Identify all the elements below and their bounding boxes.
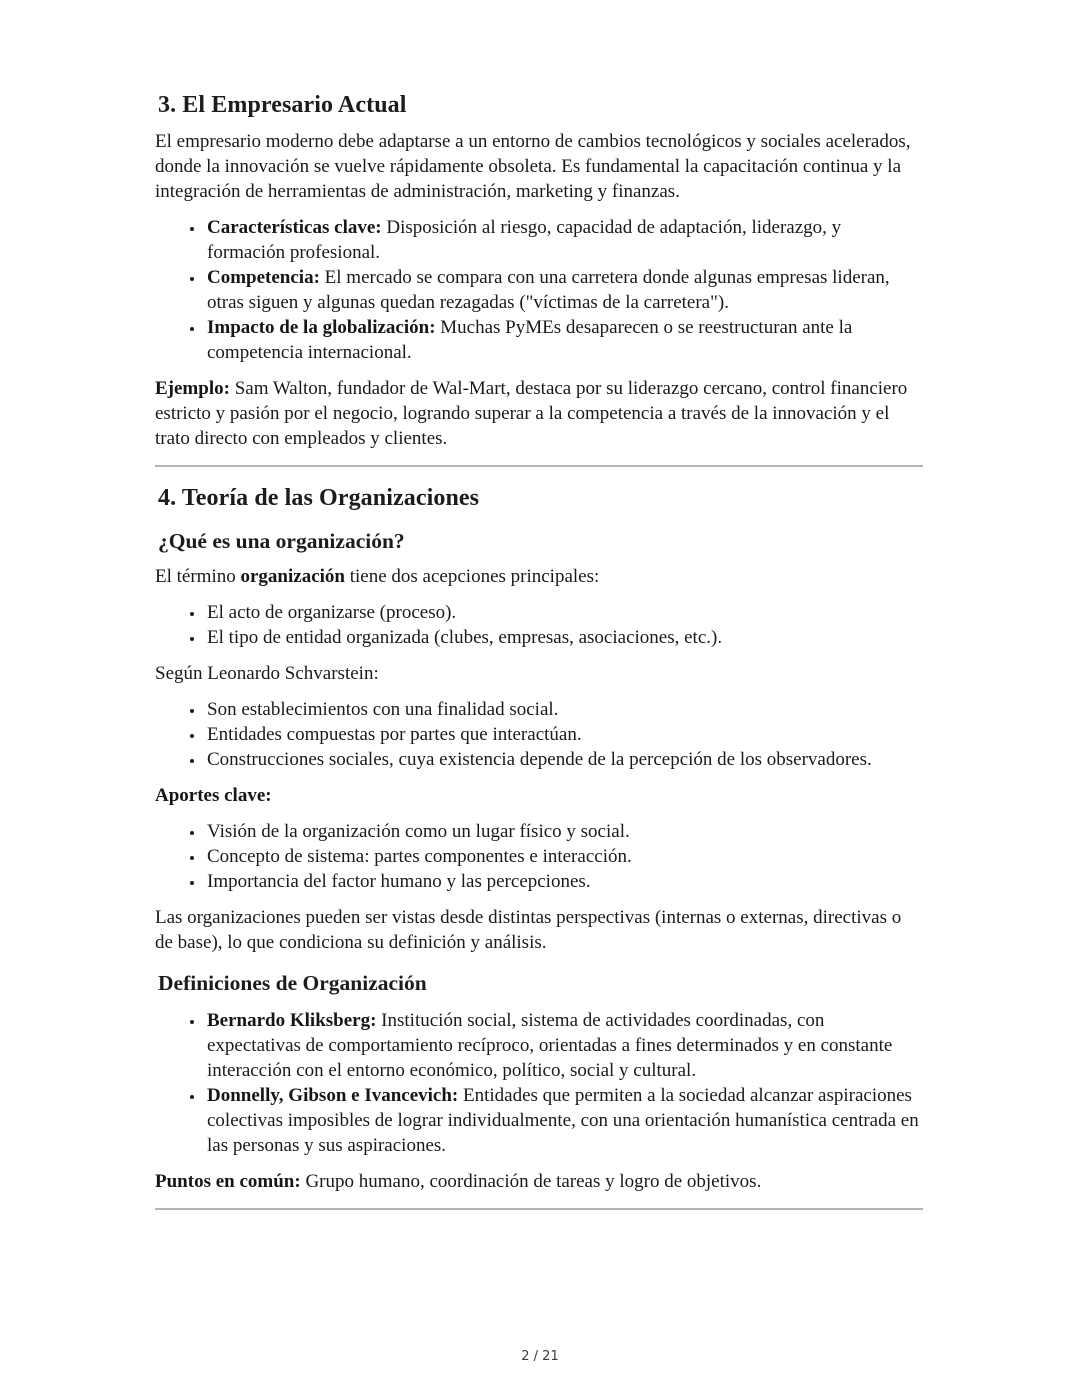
section-title-teoria: 4. Teoría de las Organizaciones [158,485,480,511]
list-item [205,315,923,365]
list-item: • El acto de organizarse (proceso). [205,600,923,625]
list-item: • Son establecimientos con una finalidad social. [205,697,923,722]
acepciones-list [155,600,923,650]
bullet-text: Disposición al riesgo, capacidad de adaptación, liderazgo, y formación profesional. [207,217,842,263]
termino-paragraph [155,564,923,589]
list-item [205,1008,923,1083]
list-item: • Construcciones sociales, cuya existencia depende de la percepción de los observadores. [205,747,923,772]
list-item: • El tipo de entidad organizada (clubes, empresas, asociaciones, etc.). [205,625,923,650]
termino-post: tiene dos acepciones principales: [344,566,600,587]
bullet-text: Institución social, sistema de actividades coordinadas, con expectativas de comportamiento recíproco, orientadas a fines determinados y en constante interacción con el entorno económico, político, social y cultural. [207,1010,893,1081]
puntos-label: Puntos en común: [155,1171,301,1192]
page-number: 2 / 21 [521,1349,559,1364]
termino-bold: organización [240,566,345,587]
bullet-label: Donnelly, Gibson e Ivancevich: [207,1085,459,1106]
subheading-que-es-organizacion: ¿Qué es una organización? [158,529,405,553]
list-item: • Entidades compuestas por partes que interactúan. [205,722,923,747]
list-item: • Concepto de sistema: partes componentes e interacción. [205,844,923,869]
list-item [205,1083,923,1158]
definiciones-list [155,1008,923,1158]
list-item [205,265,923,315]
list-item [205,215,923,265]
bullet-label: Características clave: [207,217,382,238]
aportes-list [155,819,923,894]
bullet-label: Competencia: [207,267,320,288]
empresario-intro-paragraph: El empresario moderno debe adaptarse a un entorno de cambios tecnológicos y sociales acelerados, donde la innovación se vuelve rápidamente obsoleta. Es fundamental la capacitación continua y la integración de herramientas de administración, marketing y finanzas. [155,131,911,202]
bullet-label: Bernardo Kliksberg: [207,1010,377,1031]
schvarstein-list [155,697,923,772]
bullet-text: El mercado se compara con una carretera donde algunas empresas lideran, otras siguen y algunas quedan rezagadas ("víctimas de la carretera"). [207,267,890,313]
bullet-label: Impacto de la globalización: [207,317,436,338]
section-title-empresario: 3. El Empresario Actual [158,92,407,118]
ejemplo-text: Sam Walton, fundador de Wal-Mart, destaca por su liderazgo cercano, control financiero estricto y pasión por el negocio, logrando superar a la competencia a través de la innovación y el trato directo con empleados y clientes. [155,378,908,449]
list-item: • Visión de la organización como un lugar físico y social. [205,819,923,844]
aportes-label: Aportes clave: [155,785,272,806]
list-item: • Importancia del factor humano y las percepciones. [205,869,923,894]
aportes-paragraph [155,783,923,808]
bullet-text: Entidades que permiten a la sociedad alcanzar aspiraciones colectivas imposibles de lograr individualmente, con una orientación humanística centrada en las personas y sus aspiraciones. [207,1085,919,1156]
document-content [155,0,923,1226]
section-divider [155,1208,923,1210]
subheading-definiciones: Definiciones de Organización [158,971,427,995]
ejemplo-paragraph [155,376,923,451]
bullet-text: Muchas PyMEs desaparecen o se reestructuran ante la competencia internacional. [207,317,853,363]
puntos-text: Grupo humano, coordinación de tareas y logro de objetivos. [300,1171,762,1192]
ejemplo-label: Ejemplo: [155,378,230,399]
segun-paragraph: Según Leonardo Schvarstein: [155,663,379,684]
termino-pre: El término [155,566,241,587]
section-divider [155,465,923,467]
puntos-paragraph [155,1169,923,1194]
perspectivas-paragraph: Las organizaciones pueden ser vistas desde distintas perspectivas (internas o externas, directivas o de base), lo que condiciona su definición y análisis. [155,907,902,953]
empresario-bullet-list [155,215,923,365]
